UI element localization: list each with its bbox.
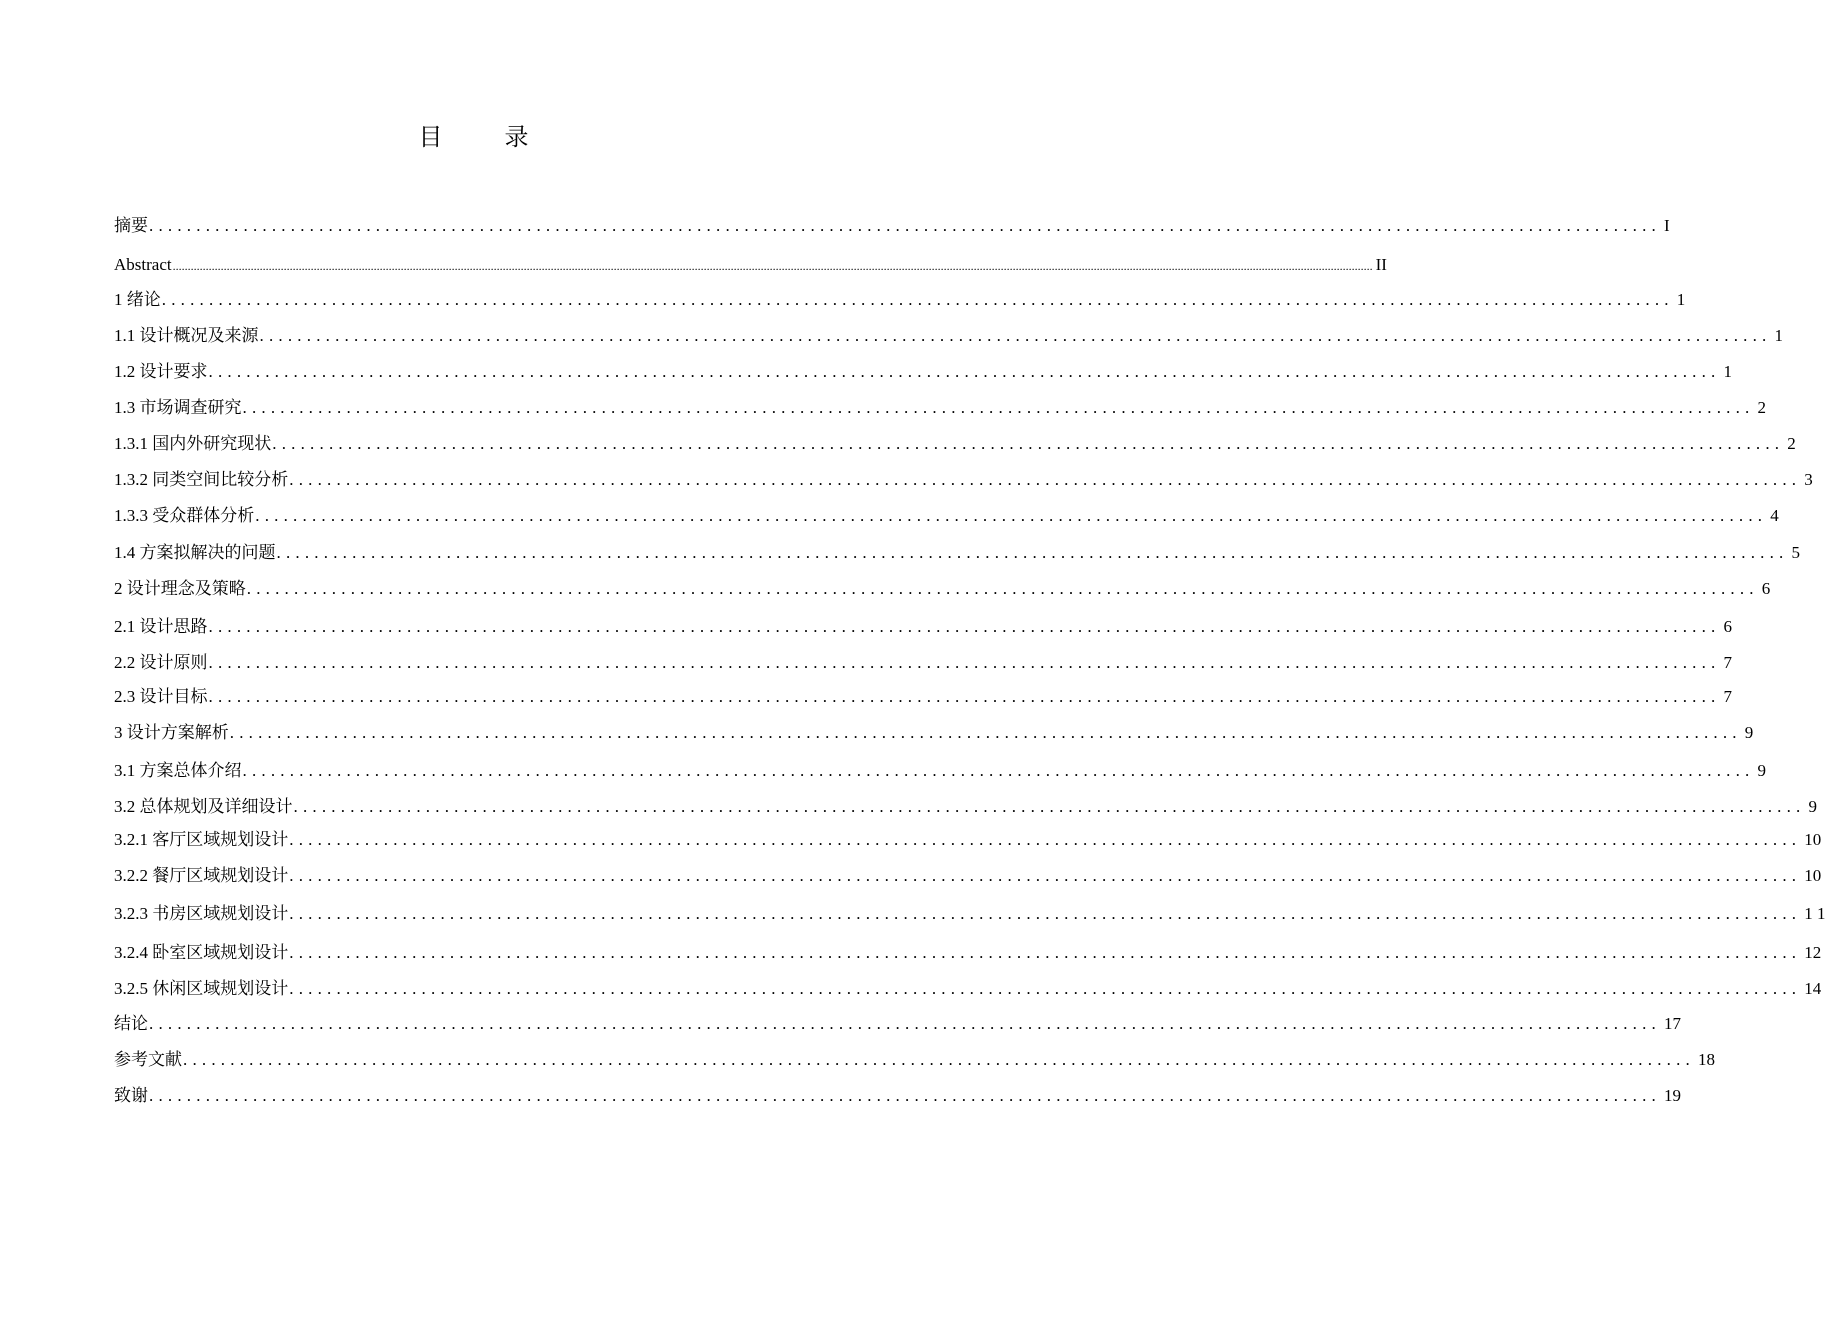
toc-entry bbox=[114, 941, 1822, 965]
toc-entry bbox=[114, 759, 1766, 783]
toc-entry-label: 1.3 市场调查研究 bbox=[114, 398, 242, 417]
toc-entry-label: 致谢 bbox=[114, 1086, 148, 1105]
toc-entry bbox=[114, 214, 1670, 238]
toc-entry-page: 18 bbox=[1698, 1050, 1715, 1069]
toc-entry bbox=[114, 288, 1686, 312]
page-title: 目 录 bbox=[418, 125, 557, 151]
toc-entry-label: 3.2.1 客厅区域规划设计 bbox=[114, 830, 289, 849]
toc-entry-label: 2 设计理念及策略 bbox=[114, 579, 246, 598]
toc-entry bbox=[114, 541, 1800, 565]
toc-leader-dots: ................................................................................................................................................................ bbox=[255, 506, 1768, 525]
toc-entry bbox=[114, 795, 1817, 819]
toc-leader-dots: ................................................................................................................................................................ bbox=[149, 216, 1661, 235]
toc-entry-label: 结论 bbox=[114, 1014, 148, 1033]
toc-entry-page: 7 bbox=[1723, 687, 1732, 706]
toc-entry-page: 9 bbox=[1757, 761, 1766, 780]
toc-entry-page: 1 bbox=[1774, 326, 1783, 345]
toc-entry-label: 3.2.4 卧室区域规划设计 bbox=[114, 943, 289, 962]
toc-leader-dots: ................................................................................................................................................................ bbox=[276, 543, 1789, 562]
toc-entry-page: 1 bbox=[1676, 290, 1686, 309]
toc-entry-page: 19 bbox=[1664, 1086, 1681, 1105]
toc-entry-label: 2.2 设计原则 bbox=[114, 653, 208, 672]
toc-entry bbox=[114, 864, 1822, 888]
toc-leader-dots: ................................................................................................................................................................ bbox=[242, 761, 1755, 780]
toc-leader-dots: ................................................................................................................................................................ bbox=[208, 617, 1721, 636]
toc-leader-dots: ................................................................................................................................................................ bbox=[242, 398, 1755, 417]
toc-entry-page: 17 bbox=[1664, 1014, 1681, 1033]
toc-entry bbox=[114, 253, 1387, 277]
toc-leader-dots: ................................................................................................................................................................ bbox=[293, 797, 1806, 816]
toc-leader-dots: ................................................................................................................................................................ bbox=[272, 434, 1785, 453]
toc-entry-label: 1.3.2 同类空间比较分析 bbox=[114, 470, 289, 489]
toc-leader-dots: ................................................................................................................................................................ bbox=[289, 866, 1802, 885]
toc-leader-dots: ................................................................................................................................................................ bbox=[289, 904, 1802, 923]
toc-leader-dots: ................................................................................................................................................................ bbox=[289, 979, 1802, 998]
toc-entry-page: 10 bbox=[1804, 830, 1822, 849]
toc-entry-page: I bbox=[1664, 216, 1670, 235]
toc-leader-dots: ................................................................................................................................................................................................................................................................................................................................................................................................................ bbox=[172, 259, 1373, 273]
toc-entry-label: Abstract bbox=[114, 255, 172, 274]
toc-entry-page: 12 bbox=[1804, 943, 1822, 962]
toc-entry bbox=[114, 721, 1754, 745]
toc-entry-label: 3.1 方案总体介绍 bbox=[114, 761, 242, 780]
toc-leader-dots: ................................................................................................................................................................ bbox=[208, 653, 1721, 672]
toc-entry-page: 3 bbox=[1804, 470, 1813, 489]
toc-entry bbox=[114, 651, 1732, 675]
toc-entry-page: II bbox=[1375, 255, 1387, 274]
toc-entry-label: 1.3.3 受众群体分析 bbox=[114, 506, 255, 525]
toc-entry-page: 1 bbox=[1723, 362, 1732, 381]
toc-entry-label: 1.4 方案拟解决的问题 bbox=[114, 543, 276, 562]
toc-entry-label: 1.3.1 国内外研究现状 bbox=[114, 434, 272, 453]
toc-entry-label: 1.1 设计概况及来源 bbox=[114, 326, 259, 345]
toc-entry-page: 6 bbox=[1723, 617, 1732, 636]
toc-entry bbox=[114, 432, 1796, 456]
toc-entry-label: 1.2 设计要求 bbox=[114, 362, 208, 381]
toc-entry bbox=[114, 902, 1826, 926]
toc-entry-page: 14 bbox=[1804, 979, 1822, 998]
toc-entry-label: 2.3 设计目标 bbox=[114, 687, 208, 706]
toc-leader-dots: ................................................................................................................................................................ bbox=[149, 1086, 1661, 1105]
toc-entry-label: 3.2 总体规划及详细设计 bbox=[114, 797, 293, 816]
toc-entry-label: 3 设计方案解析 bbox=[114, 723, 229, 742]
toc-leader-dots: ................................................................................................................................................................ bbox=[259, 326, 1772, 345]
toc-entry-label: 3.2.5 休闲区域规划设计 bbox=[114, 979, 289, 998]
toc-leader-dots: ................................................................................................................................................................ bbox=[289, 470, 1802, 489]
toc-leader-dots: ................................................................................................................................................................ bbox=[208, 687, 1721, 706]
toc-entry-page: 10 bbox=[1804, 866, 1822, 885]
toc-leader-dots: ................................................................................................................................................................ bbox=[149, 1014, 1661, 1033]
toc-entry bbox=[114, 828, 1822, 852]
toc-entry bbox=[114, 324, 1783, 348]
toc-leader-dots: ................................................................................................................................................................ bbox=[161, 290, 1674, 309]
toc-leader-dots: ................................................................................................................................................................ bbox=[289, 943, 1802, 962]
toc-entry-page: 1 1 bbox=[1804, 904, 1826, 923]
toc-entry-label: 1 绪论 bbox=[114, 290, 161, 309]
toc-entry bbox=[114, 1084, 1681, 1108]
toc-entry bbox=[114, 685, 1732, 709]
toc-entry bbox=[114, 360, 1732, 384]
toc-entry-label: 参考文献 bbox=[114, 1050, 182, 1069]
toc-leader-dots: ................................................................................................................................................................ bbox=[246, 579, 1759, 598]
toc-entry-page: 4 bbox=[1770, 506, 1779, 525]
toc-entry bbox=[114, 615, 1732, 639]
toc-entry bbox=[114, 977, 1822, 1001]
toc-entry-page: 6 bbox=[1761, 579, 1771, 598]
toc-entry bbox=[114, 1012, 1681, 1036]
toc-entry bbox=[114, 396, 1766, 420]
toc-leader-dots: ................................................................................................................................................................ bbox=[229, 723, 1742, 742]
toc-entry-label: 3.2.2 餐厅区域规划设计 bbox=[114, 866, 289, 885]
toc-entry-page: 9 bbox=[1744, 723, 1754, 742]
toc-entry-page: 7 bbox=[1723, 653, 1732, 672]
toc-entry-page: 9 bbox=[1808, 797, 1817, 816]
toc-entry-page: 2 bbox=[1787, 434, 1796, 453]
toc-entry bbox=[114, 1048, 1715, 1072]
toc-entry bbox=[114, 468, 1813, 492]
toc-leader-dots: ................................................................................................................................................................ bbox=[208, 362, 1721, 381]
toc-entry-label: 2.1 设计思路 bbox=[114, 617, 208, 636]
toc-entry bbox=[114, 504, 1779, 528]
toc-entry-page: 2 bbox=[1757, 398, 1766, 417]
toc-leader-dots: ................................................................................................................................................................ bbox=[183, 1050, 1695, 1069]
toc-entry-page: 5 bbox=[1791, 543, 1800, 562]
toc-entry-label: 摘要 bbox=[114, 216, 148, 235]
toc-entry-label: 3.2.3 书房区域规划设计 bbox=[114, 904, 289, 923]
toc-entry bbox=[114, 577, 1771, 601]
toc-leader-dots: ................................................................................................................................................................ bbox=[289, 830, 1802, 849]
